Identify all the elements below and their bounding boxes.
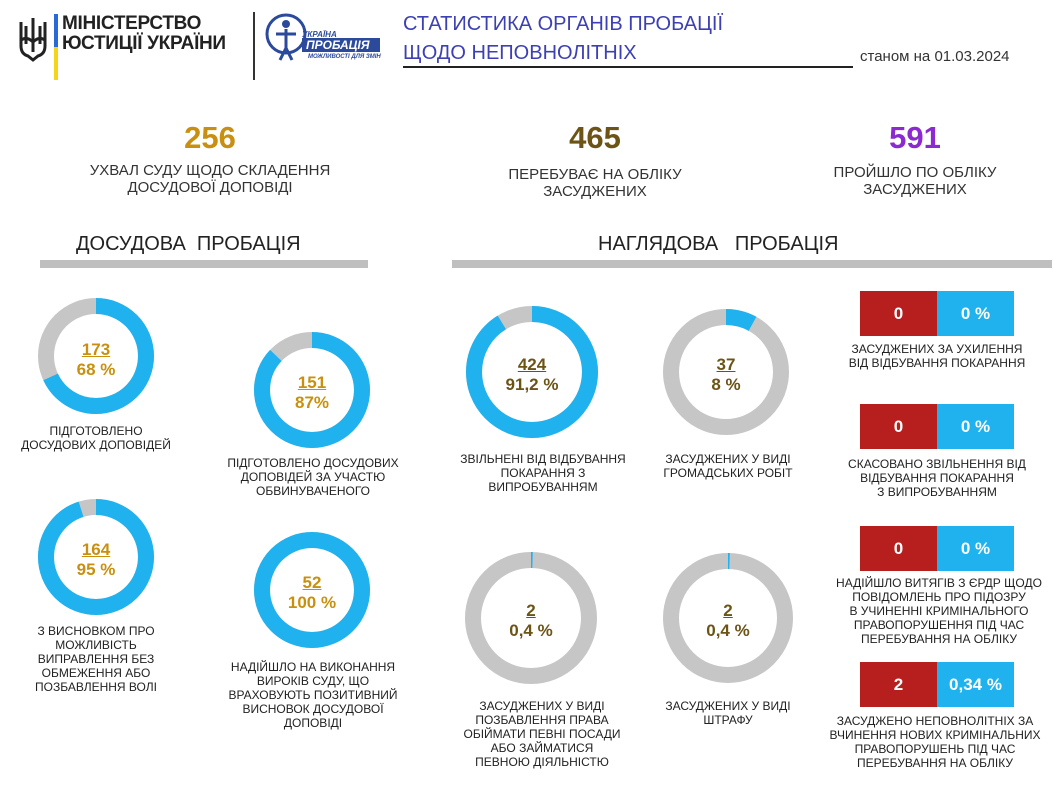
caption-line: ДОПОВІДІ [283,716,343,730]
caption-line: ВЧИНЕННЯ НОВИХ КРИМІНАЛЬНИХ [829,728,1041,742]
caption-line: ПОВІДОМЛЕНЬ ПРО ПІДОЗРУ [852,590,1026,604]
stat-value: 465 [569,120,621,155]
kpi-percent: 0 % [937,291,1014,336]
caption-line: ВІД ВІДБУВАННЯ ПОКАРАННЯ [848,356,1026,370]
kpi-count: 0 [860,404,937,449]
donut-center-d7 [491,601,571,641]
donut-value: 151 [297,373,327,392]
caption-line: АБО ЗАЙМАТИСЯ [490,741,594,755]
probation-logo-line1: УКРАЇНА [302,30,337,39]
stat-label-line2: ЗАСУДЖЕНИХ [863,181,967,198]
caption-line: НАДІЙШЛО НА ВИКОНАННЯ [230,660,396,674]
caption-line: ПІДГОТОВЛЕНО ДОСУДОВИХ [227,456,399,470]
report-title-line2: ЩОДО НЕПОВНОЛІТНІХ [403,42,637,64]
stat-label-line2: ДОСУДОВОЇ ДОПОВІДІ [127,179,293,196]
kpi-caption-erdr [826,576,1052,646]
kpi-box-erdr [860,526,1014,571]
caption-line: ВИРОКІВ СУДУ, ЩО [256,674,370,688]
donut-value: 164 [81,540,111,559]
donut-value: 2 [723,601,733,620]
donut-value: 37 [716,355,736,374]
kpi-count: 0 [860,291,937,336]
donut-caption-d7 [452,699,632,769]
donut-center-d6 [686,355,766,395]
stat-label-line1: ПРОЙШЛО ПО ОБЛІКУ [833,164,997,181]
probation-logo-line3: МОЖЛИВОСТІ ДЛЯ ЗМІН [308,54,381,60]
stat-label-line1: УХВАЛ СУДУ ЩОДО СКЛАДЕННЯ [89,162,331,179]
donut-percent: 91,2 % [505,375,559,394]
caption-line: ПРАВОПОРУШЕНЬ ПІД ЧАС [854,742,1016,756]
caption-line: В УЧИНЕННІ КРИМІНАЛЬНОГО [849,604,1029,618]
caption-line: ПІДГОТОВЛЕНО [49,424,143,438]
donut-caption-d4 [218,660,408,730]
section-title-supervisory: НАГЛЯДОВА ПРОБАЦІЯ [598,233,839,255]
kpi-caption-evasion [826,342,1048,370]
kpi-caption-new-offences [816,714,1054,770]
donut-caption-d8 [648,699,808,727]
donut-caption-d1 [6,424,186,452]
caption-line: НАДІЙШЛО ВИТЯГІВ З ЄРДР ЩОДО [836,576,1042,590]
donut-percent: 0,4 % [509,621,553,640]
caption-line: ЗАСУДЖЕНИХ У ВИДІ [479,699,605,713]
caption-line: ПЕРЕБУВАННЯ НА ОБЛІКУ [857,756,1013,770]
donut-value: 52 [302,573,322,592]
caption-line: СКАСОВАНО ЗВІЛЬНЕННЯ ВІД [848,457,1026,471]
kpi-box-new-offences [860,662,1014,707]
donut-percent: 68 % [76,360,116,379]
stat-label-line1: ПЕРЕБУВАЄ НА ОБЛІКУ [508,166,682,183]
probation-logo-line2: ПРОБАЦІЯ [306,38,370,52]
caption-line: ШТРАФУ [703,713,753,727]
caption-line: ВРАХОВУЮТЬ ПОЗИТИВНИЙ [228,688,398,702]
section-title-pretrial: ДОСУДОВА ПРОБАЦІЯ [76,233,301,255]
kpi-caption-cancelled [826,457,1048,499]
donut-caption-d2 [218,456,408,498]
caption-line: ВИПРОБУВАННЯМ [488,480,598,494]
donut-center-d2 [272,373,352,413]
kpi-box-cancelled [860,404,1014,449]
donut-percent: 100 % [287,593,337,612]
donut-percent: 95 % [76,560,116,579]
caption-line: ПЕРЕБУВАННЯ НА ОБЛІКУ [861,632,1017,646]
stat-value: 591 [889,120,941,155]
caption-line: ЗАСУДЖЕНО НЕПОВНОЛІТНІХ ЗА [836,714,1034,728]
donut-percent: 87% [294,393,330,412]
donut-caption-d6 [648,452,808,480]
donut-caption-d5 [448,452,638,494]
donut-center-d4 [272,573,352,613]
caption-line: ДОСУДОВИХ ДОПОВІДЕЙ [21,438,171,452]
caption-line: ПЕВНОЮ ДІЯЛЬНІСТЮ [475,755,609,769]
caption-line: ЗАСУДЖЕНИХ ЗА УХИЛЕННЯ [851,342,1023,356]
caption-line: ОБМЕЖЕННЯ АБО [41,666,151,680]
donut-percent: 0,4 % [706,621,750,640]
ministry-line2: ЮСТИЦІЇ УКРАЇНИ [62,33,226,54]
caption-line: ГРОМАДСЬКИХ РОБІТ [663,466,793,480]
report-title-line1: СТАТИСТИКА ОРГАНІВ ПРОБАЦІЇ [403,13,724,35]
caption-line: ПОЗБАВЛЕННЯ ВОЛІ [35,680,157,694]
kpi-percent: 0 % [937,404,1014,449]
donut-value: 173 [81,340,111,359]
donut-center-d5 [482,355,582,395]
caption-line: ЗАСУДЖЕНИХ У ВИДІ [665,699,791,713]
kpi-count: 0 [860,526,937,571]
caption-line: ПОЗБАВЛЕННЯ ПРАВА [475,713,609,727]
kpi-percent: 0 % [937,526,1014,571]
caption-line: ЗВІЛЬНЕНІ ВІД ВІДБУВАННЯ [460,452,626,466]
caption-line: ЗАСУДЖЕНИХ У ВИДІ [665,452,791,466]
kpi-count: 2 [860,662,937,707]
donut-center-d1 [56,340,136,380]
kpi-box-evasion [860,291,1014,336]
caption-line: З ВИСНОВКОМ ПРО [37,624,155,638]
donut-percent: 8 % [711,375,741,394]
donut-value: 424 [517,355,547,374]
kpi-percent: 0,34 % [937,662,1014,707]
caption-line: ПРАВОПОРУШЕННЯ ПІД ЧАС [853,618,1025,632]
donut-center-d8 [688,601,768,641]
caption-line: ВІДБУВАННЯ ПОКАРАННЯ [860,471,1014,485]
stat-label-line2: ЗАСУДЖЕНИХ [543,183,647,200]
caption-line: ОБВИНУВАЧЕНОГО [256,484,370,498]
caption-line: ДОПОВІДЕЙ ЗА УЧАСТЮ [240,470,386,484]
caption-line: ВИПРАВЛЕННЯ БЕЗ [37,652,155,666]
as-of-date: станом на 01.03.2024 [860,48,1010,65]
caption-line: ПОКАРАННЯ З [500,466,586,480]
donut-center-d3 [56,540,136,580]
caption-line: ВИСНОВОК ДОСУДОВОЇ [242,702,384,716]
caption-line: МОЖЛИВІСТЬ [55,638,137,652]
caption-line: З ВИПРОБУВАННЯМ [877,485,997,499]
stat-value: 256 [184,120,236,155]
donut-caption-d3 [16,624,176,694]
caption-line: ОБІЙМАТИ ПЕВНІ ПОСАДИ [463,727,621,741]
donut-value: 2 [526,601,536,620]
ministry-line1: МІНІСТЕРСТВО [62,13,202,34]
